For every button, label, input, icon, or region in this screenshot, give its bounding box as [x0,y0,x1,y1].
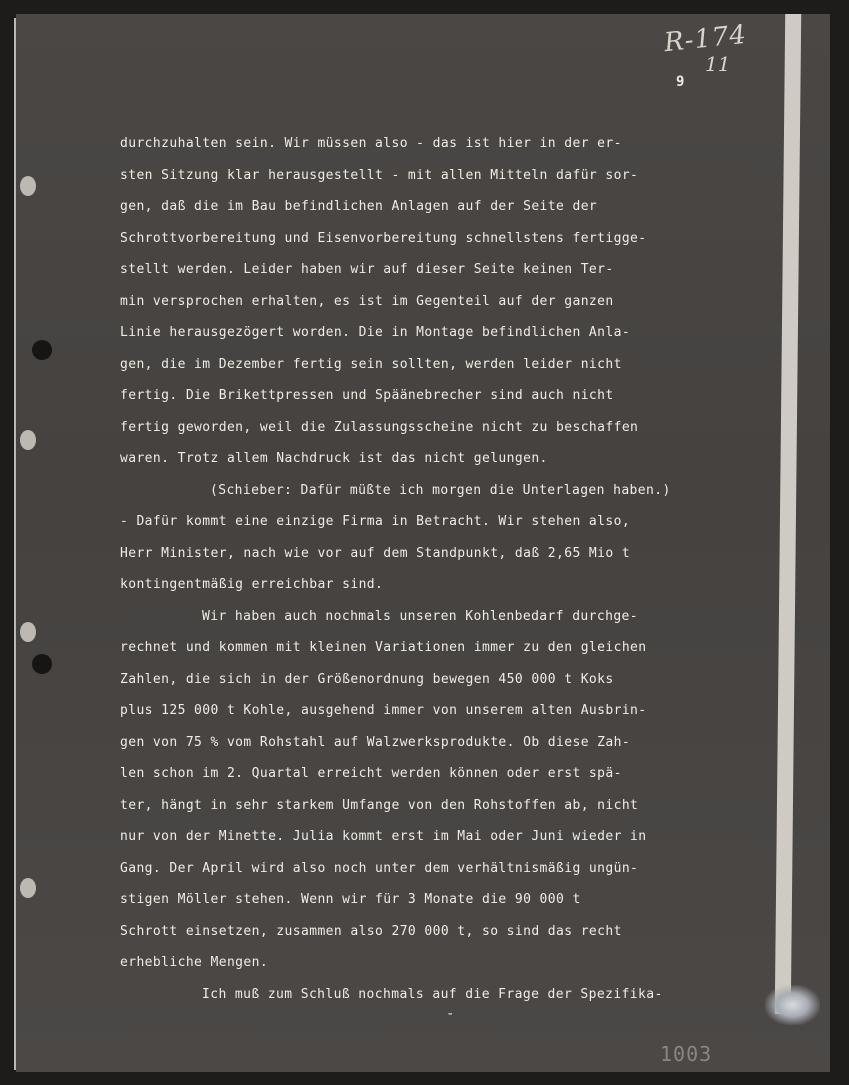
text-line: durchzuhalten sein. Wir müssen also - das ist hier in der er- [120,136,622,151]
typed-body-text [120,128,750,1010]
text-line: nur von der Minette. Julia kommt erst im Mai oder Juni wieder in [120,829,647,844]
text-line: Gang. Der April wird also noch unter dem verhältnismäßig ungün- [120,860,639,876]
text-line: erhebliche Mengen. [120,955,269,970]
text-line: Schrott einsetzen, zusammen also 270 000 t, so sind das recht [120,923,622,939]
text-line: len schon im 2. Quartal erreicht werden können oder erst spä- [120,766,622,781]
text-line: Linie herausgezögert worden. Die in Montage befindlichen Anla- [120,325,631,340]
margin-notch-4 [20,878,36,898]
text-line: gen von 75 % vom Rohstahl auf Walzwerksprodukte. Ob diese Zah- [120,734,631,750]
punch-hole-1 [32,340,52,360]
text-line: stellt werden. Leider haben wir auf dieser Seite keinen Ter- [120,262,614,277]
text-line: kontingentmäßig erreichbar sind. [120,577,384,592]
text-line: plus 125 000 t Kohle, ausgehend immer von unserem alten Ausbrin- [120,703,647,718]
text-line: min versprochen erhalten, es ist im Gegenteil auf der ganzen [120,293,614,309]
page-number: 9 [676,74,685,90]
margin-notch-2 [20,430,36,450]
text-line: gen, daß die im Bau befindlichen Anlagen auf der Seite der [120,199,598,214]
text-line: ter, hängt in sehr starkem Umfange von den Rohstoffen ab, nicht [120,797,639,813]
handwritten-reference-sub: 11 [705,52,731,76]
text-line-paragraph-start: Wir haben auch nochmals unseren Kohlenbedarf durchge- [202,608,639,624]
text-line: Schrottvorbereitung und Eisenvorbereitung schnellstens fertigge- [120,230,647,246]
text-line: Zahlen, die sich in der Größenordnung bewegen 450 000 t Koks [120,671,614,687]
text-line: sten Sitzung klar herausgestellt - mit allen Mitteln dafür sor- [120,167,639,183]
handwritten-reference: R-174 [662,19,749,59]
text-line: stigen Möller stehen. Wenn wir für 3 Monate die 90 000 t [120,892,581,907]
text-line-paragraph-start: Ich muß zum Schluß nochmals auf die Frage der Spezifika- [202,986,663,1002]
text-line: Herr Minister, nach wie vor auf dem Standpunkt, daß 2,65 Mio t [120,545,631,561]
text-line: rechnet und kommen mit kleinen Variationen immer zu den gleichen [120,640,647,655]
page-dash: - [446,1006,455,1022]
text-line: waren. Trotz allem Nachdruck ist das nicht gelungen. [120,451,548,466]
text-line: fertig. Die Brikettpressen und Späänebrecher sind auch nicht [120,388,614,403]
text-line-interjection: (Schieber: Dafür müßte ich morgen die Unterlagen haben.) [210,482,671,498]
text-line: gen, die im Dezember fertig sein sollten, werden leider nicht [120,356,622,372]
margin-notch-3 [20,622,36,642]
archive-stamp-number: 1003 [660,1042,713,1066]
text-line: fertig geworden, weil die Zulassungsscheine nicht zu beschaffen [120,419,639,435]
text-line: - Dafür kommt eine einzige Firma in Betracht. Wir stehen also, [120,514,631,529]
margin-notch-1 [20,176,36,196]
punch-hole-2 [32,654,52,674]
paper-smudge [765,985,820,1025]
